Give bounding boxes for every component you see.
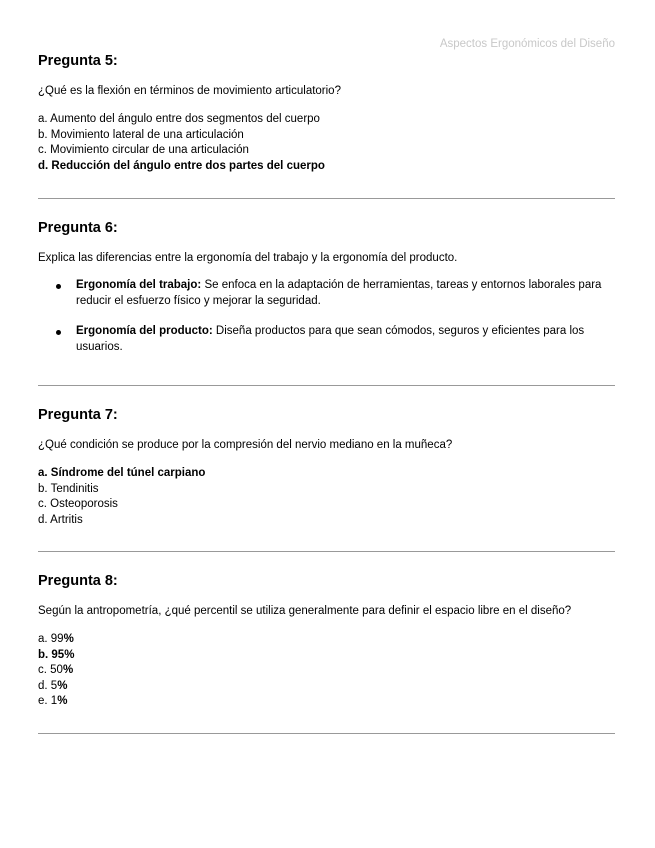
option-a: a. 99% [38,633,74,645]
section-divider [38,733,615,734]
document-header-title: Aspectos Ergonómicos del Diseño [439,38,615,50]
option-c: c. Osteoporosis [38,498,118,510]
option-c: c. Movimiento circular de una articulación [38,144,249,156]
option-a: a. Aumento del ángulo entre dos segmentos del cuerpo [38,113,320,125]
bullet-text: Se enfoca en la adaptación de herramientas, tareas y entornos laborales para reducir el esfuerzo físico y mejorar la seguridad. [76,279,602,307]
bullet-term: Ergonomía del producto: [76,325,213,337]
question-8-section [38,572,615,710]
option-e: e. 1% [38,695,68,707]
document-body [38,52,615,734]
bullet-dot-icon [56,284,61,289]
option-b: b. Tendinitis [38,482,99,495]
option-b-correct: b. 95% [38,648,75,661]
bullet-term: Ergonomía del trabajo: [76,279,202,291]
option-d-correct: d. Reducción del ángulo entre dos partes del cuerpo [38,159,325,172]
question-6-section [38,219,615,355]
option-a-correct: a. Síndrome del túnel carpiano [38,467,206,479]
option-d: d. 5% [38,679,68,692]
option-b: b. Movimiento lateral de una articulación [38,128,244,141]
bullet-item [56,278,615,309]
question-6-bullets [38,278,615,355]
question-6-heading: Pregunta 6: [38,220,118,236]
question-8-heading: Pregunta 8: [38,573,118,589]
question-7-heading: Pregunta 7: [38,407,118,423]
question-7-text: ¿Qué condición se produce por la compresión del nervio mediano en la muñeca? [38,439,453,451]
bullet-dot-icon [56,330,61,335]
option-d: d. Artritis [38,513,83,526]
option-c: c. 50% [38,664,74,676]
question-7-options [38,466,615,528]
question-5-section [38,52,615,174]
question-5-text: ¿Qué es la flexión en términos de movimiento articulatorio? [38,85,341,97]
question-5-heading: Pregunta 5: [38,53,118,69]
question-8-options [38,632,615,710]
question-8-text: Según la antropometría, ¿qué percentil se utiliza generalmente para definir el espacio libre en el diseño? [38,605,572,617]
question-6-text: Explica las diferencias entre la ergonomía del trabajo y la ergonomía del producto. [38,252,458,264]
question-7-section [38,406,615,528]
bullet-text: Diseña productos para que sean cómodos, seguros y eficientes para los usuarios. [76,325,585,353]
bullet-item [56,324,615,355]
question-5-options [38,112,615,174]
